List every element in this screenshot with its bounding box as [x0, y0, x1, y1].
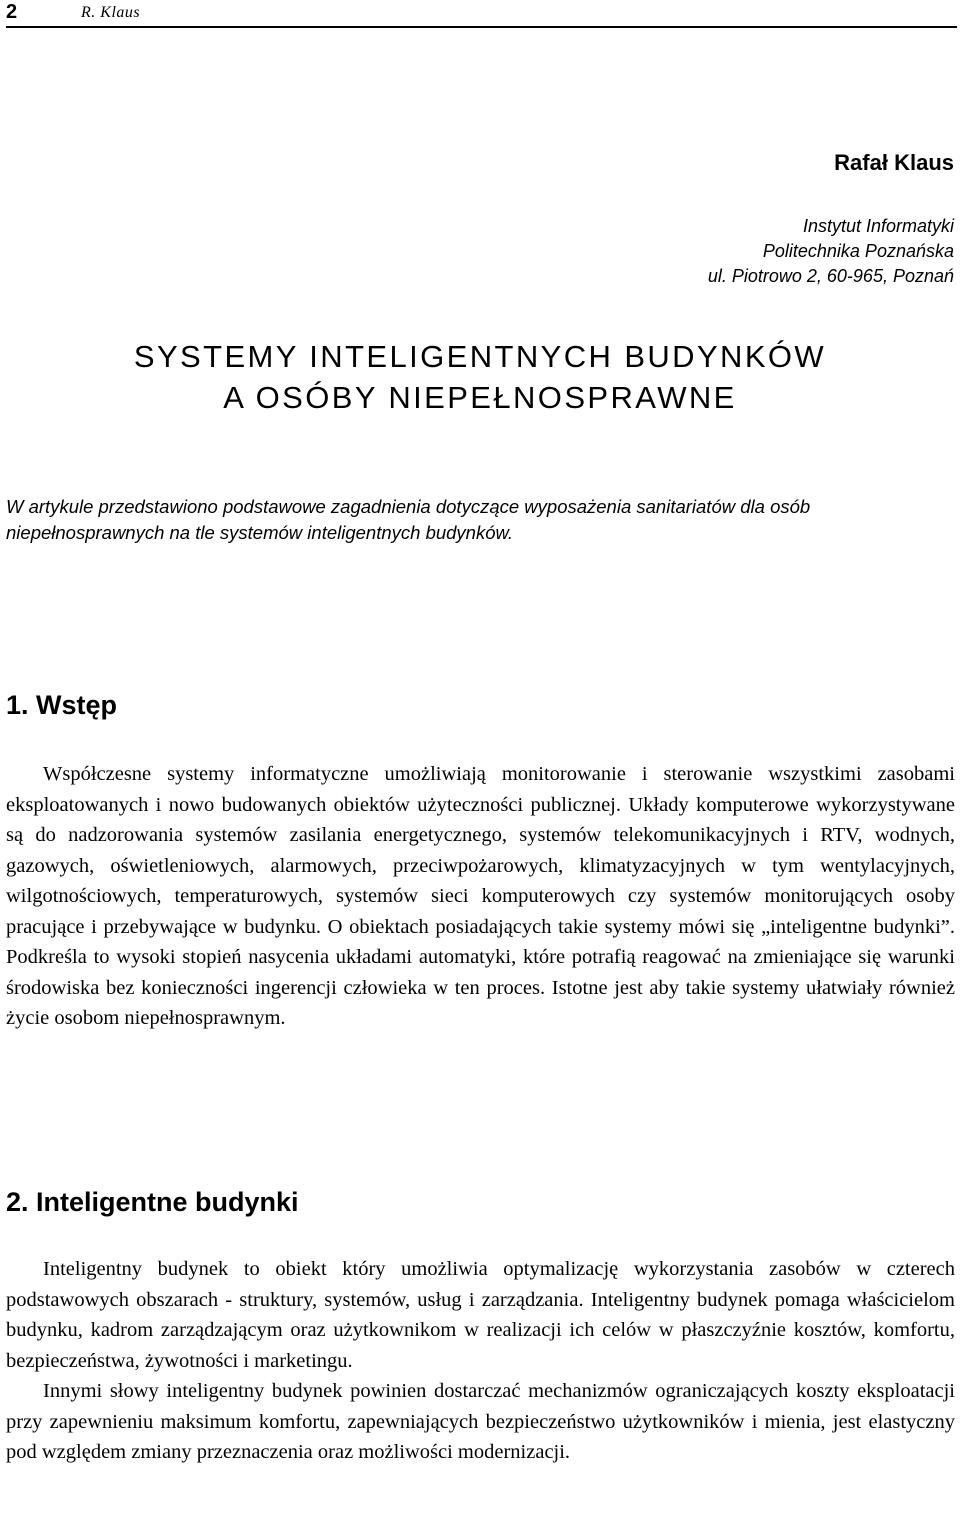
title-line-1: SYSTEMY INTELIGENTNYCH BUDYNKÓW	[133, 339, 827, 374]
title-line-2: A OSÓBY NIEPEŁNOSPRAWNE	[223, 380, 737, 415]
running-author: R. Klaus	[81, 4, 141, 21]
affiliation-university: Politechnika Poznańska	[762, 241, 954, 261]
section-heading-2: 2. Inteligentne budynki	[6, 1187, 299, 1217]
page-header	[6, 0, 957, 28]
paper-title	[0, 336, 960, 418]
paragraph: Współczesne systemy informatyczne umożliwiają monitorowanie i sterowanie wszystkimi zasobami eksploatowanych i nowo budowanych obiektów użyteczności publicznej. Układy komputerowe wykorzystywane są do nadzorowania systemów zasilania energetycznego, systemów telekomunikacyjnych i RTV, wodnych, gazowych, oświetleniowych, alarmowych, przeciwpożarowych, klimatyzacyjnych w tym wentylacyjnych, wilgotnościowych, temperaturowych, systemów sieci komputerowych czy systemów monitorujących osoby pracujące i przebywające w budynku. O obiektach posiadających takie systemy mówi się „inteligentne budynki”. Podkreśla to wysoki stopień nasycenia układami automatyki, które potrafią reagować na zmieniające się warunki środowiska bez konieczności ingerencji człowieka w ten proces. Istotne jest aby takie systemy ułatwiały również życie osobom niepełnosprawnym.	[6, 763, 955, 1029]
author-name: Rafał Klaus	[834, 150, 954, 175]
abstract: W artykule przedstawiono podstawowe zagadnienia dotyczące wyposażenia sanitariatów dla osób niepełnosprawnych na tle systemów inteligentnych budynków.	[6, 496, 811, 543]
author-affiliation	[708, 214, 954, 289]
section-1-body	[6, 759, 955, 1034]
affiliation-address: ul. Piotrowo 2, 60-965, Poznań	[707, 266, 954, 286]
page-number: 2	[6, 1, 18, 23]
paragraph: Innymi słowy inteligentny budynek powinien dostarczać mechanizmów ograniczających koszty eksploatacji przy zapewnieniu maksimum komfortu, zapewniających bezpieczeństwo użytkowników i mienia, jest elastyczny pod względem zmiany przeznaczenia oraz możliwości modernizacji.	[6, 1380, 955, 1463]
section-heading-1: 1. Wstęp	[6, 690, 118, 720]
paragraph: Inteligentny budynek to obiekt który umożliwia optymalizację wykorzystania zasobów w czterech podstawowych obszarach - struktury, systemów, usług i zarządzania. Inteligentny budynek pomaga właścicielom budynku, kadrom zarządzającym oraz użytkownikom w realizacji ich celów w płaszczyźnie kosztów, komfortu, bezpieczeństwa, żywotności i marketingu.	[6, 1258, 955, 1372]
section-2-body	[6, 1254, 955, 1468]
affiliation-institute: Instytut Informatyki	[802, 216, 954, 236]
